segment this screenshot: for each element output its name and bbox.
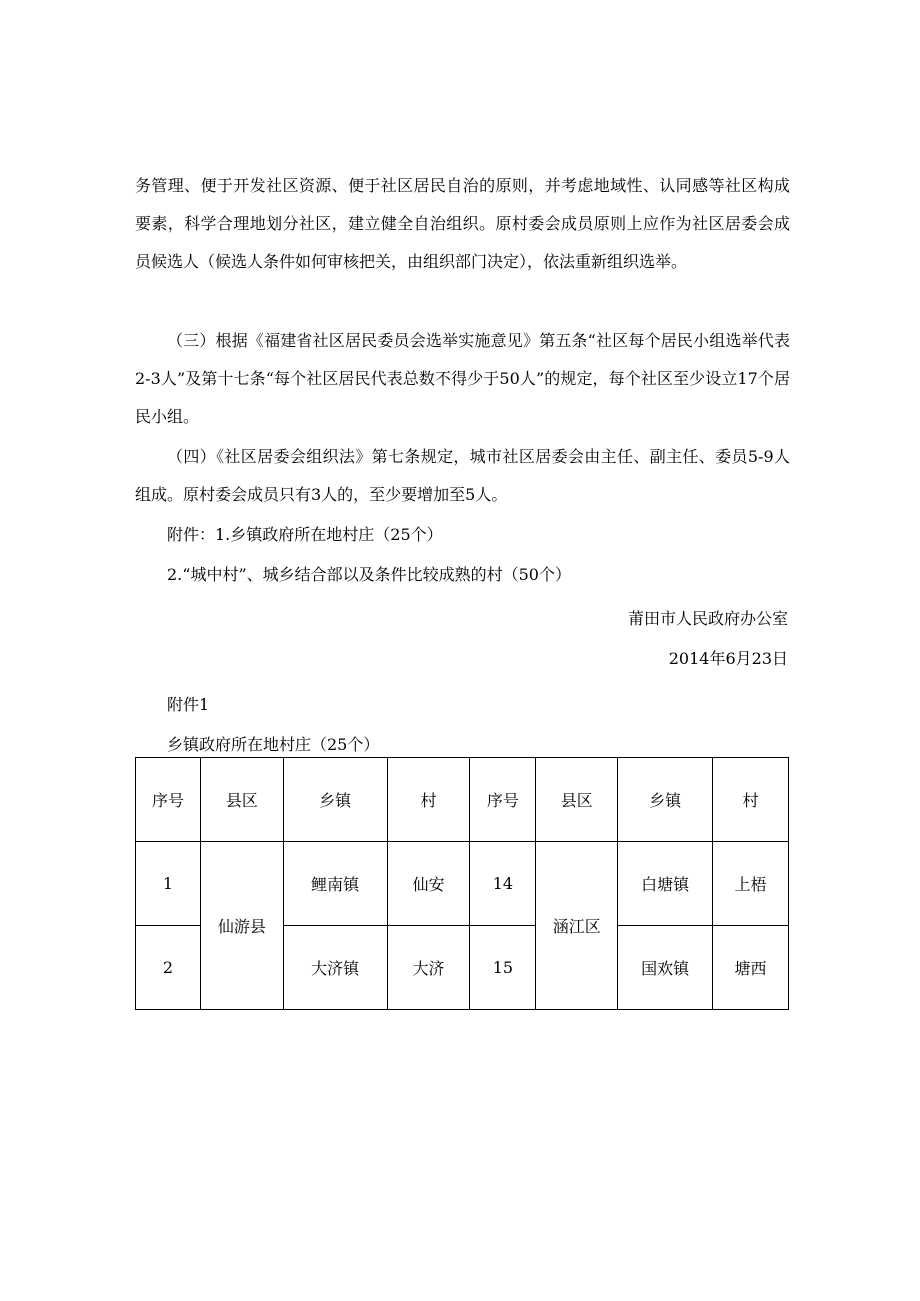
table-header-row <box>136 758 789 842</box>
header-cell-county-right: 县区 <box>536 758 618 842</box>
body-paragraph-2: （三）根据《福建省社区居民委员会选举实施意见》第五条“社区每个居民小组选举代表2-3人”及第十七条“每个社区居民代表总数不得少于50人”的规定，每个社区至少设立17个居民小组。 <box>135 331 790 426</box>
signature-date: 2014年6月23日 <box>668 649 788 668</box>
cell-town-left: 大济镇 <box>283 926 387 1010</box>
cell-village-left: 仙安 <box>387 842 470 926</box>
attachment-item-1: 附件：1.乡镇政府所在地村庄（25个） <box>167 525 443 544</box>
header-cell-village-right: 村 <box>713 758 789 842</box>
signature-organization: 莆田市人民政府办公室 <box>627 609 788 628</box>
appendix-label: 附件1 <box>167 695 210 714</box>
header-cell-county-left: 县区 <box>200 758 283 842</box>
cell-county-left: 仙游县 <box>200 842 283 1010</box>
header-cell-village-left: 村 <box>387 758 470 842</box>
cell-no-left: 1 <box>136 842 201 926</box>
header-cell-no-right: 序号 <box>470 758 536 842</box>
table-caption: 乡镇政府所在地村庄（25个） <box>167 735 380 754</box>
cell-village-right: 上梧 <box>713 842 789 926</box>
cell-county-right: 涵江区 <box>536 842 618 1010</box>
body-paragraph-3: （四）《社区居委会组织法》第七条规定，城市社区居委会由主任、副主任、委员5-9人组成。原村委会成员只有3人的，至少要增加至5人。 <box>135 447 790 504</box>
attachment-item-2: 2.“城中村”、城乡结合部以及条件比较成熟的村（50个） <box>167 565 571 584</box>
header-cell-no-left: 序号 <box>136 758 201 842</box>
header-cell-town-left: 乡镇 <box>283 758 387 842</box>
cell-no-left: 2 <box>136 926 201 1010</box>
cell-no-right: 14 <box>470 842 536 926</box>
cell-town-left: 鲤南镇 <box>283 842 387 926</box>
cell-village-left: 大济 <box>387 926 470 1010</box>
cell-village-right: 塘西 <box>713 926 789 1010</box>
cell-town-right: 国欢镇 <box>618 926 713 1010</box>
cell-no-right: 15 <box>470 926 536 1010</box>
cell-town-right: 白塘镇 <box>618 842 713 926</box>
table-row <box>136 842 789 926</box>
villages-table <box>135 757 789 1010</box>
body-paragraph-1: 务管理、便于开发社区资源、便于社区居民自治的原则，并考虑地域性、认同感等社区构成要素，科学合理地划分社区，建立健全自治组织。原村委会成员原则上应作为社区居委会成员候选人（候选人条件如何审核把关，由组织部门决定），依法重新组织选举。 <box>135 176 790 271</box>
header-cell-town-right: 乡镇 <box>618 758 713 842</box>
